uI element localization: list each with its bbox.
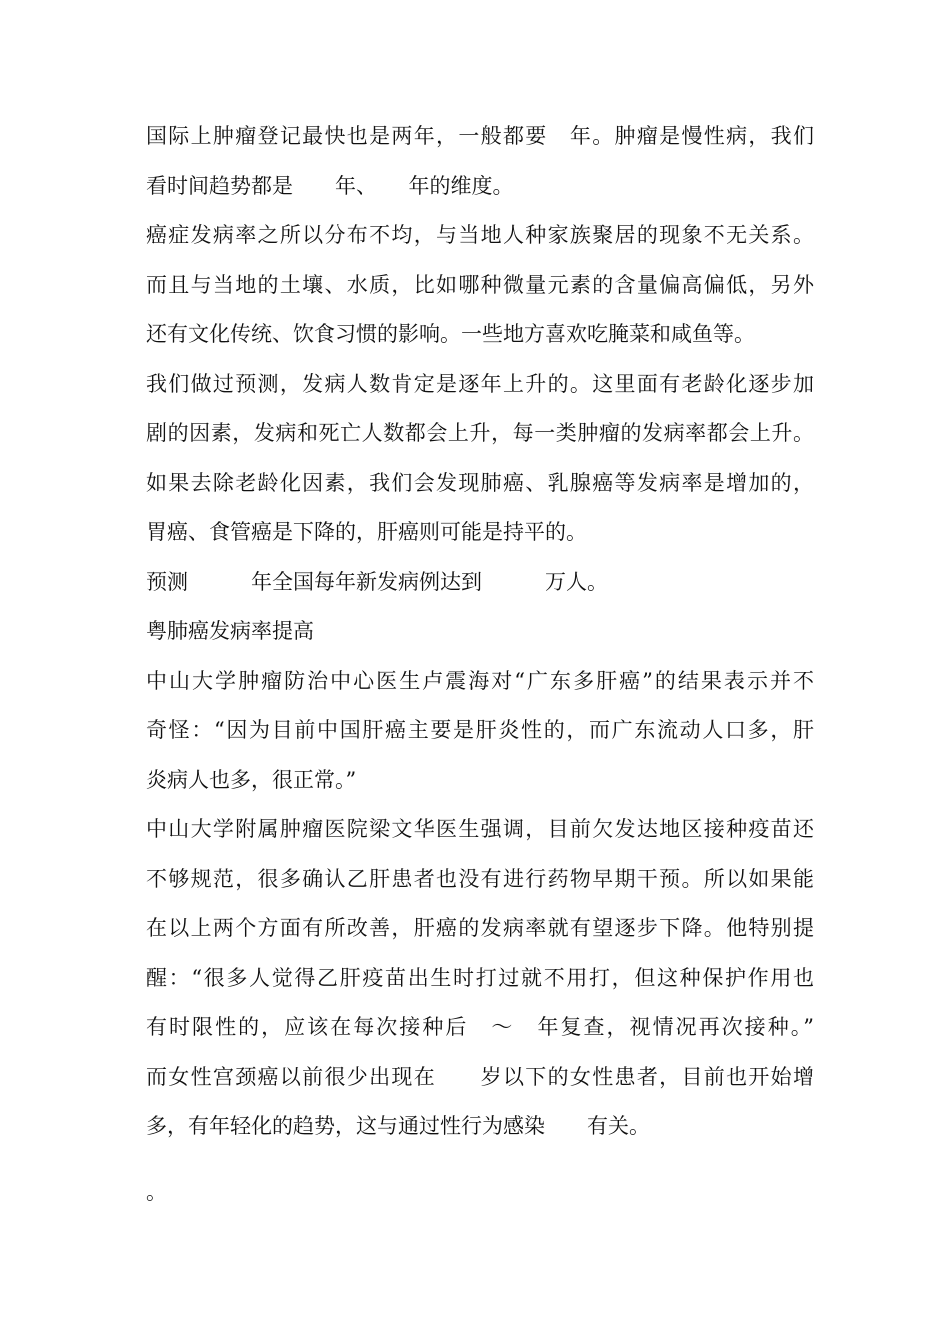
text-line: 中山大学肿瘤防治中心医生卢震海对“广东多肝癌”的结果表示并不 bbox=[146, 668, 814, 693]
section-heading: 粤肺癌发病率提高 bbox=[146, 619, 314, 643]
text-line: 预测 年全国每年新发病例达到 万人。 bbox=[146, 569, 608, 594]
text-line: 中山大学附属肿瘤医院梁文华医生强调，目前欠发达地区接种疫苗还 bbox=[146, 817, 814, 841]
text-line: 胃癌、食管癌是下降的，肝癌则可能是持平的。 bbox=[146, 520, 587, 544]
text-line: 奇怪：“因为目前中国肝癌主要是肝炎性的，而广东流动人口多，肝 bbox=[146, 718, 814, 742]
trailing-mark: 。 bbox=[146, 1179, 167, 1204]
paragraph-gap bbox=[146, 1152, 814, 1168]
text-line: 剧的因素，发病和死亡人数都会上升，每一类肿瘤的发病率都会上升。 bbox=[146, 421, 814, 445]
text-line: 还有文化传统、饮食习惯的影响。一些地方喜欢吃腌菜和咸鱼等。 bbox=[146, 322, 755, 346]
text-line: 而且与当地的土壤、水质，比如哪种微量元素的含量偏高偏低，另外 bbox=[146, 272, 814, 297]
text-line: 不够规范，很多确认乙肝患者也没有进行药物早期干预。所以如果能 bbox=[146, 866, 814, 891]
document-body bbox=[146, 112, 814, 1217]
text-line: 有时限性的，应该在每次接种后 ～ 年复查，视情况再次接种。” bbox=[146, 1015, 814, 1039]
text-line: 炎病人也多，很正常。” bbox=[146, 767, 357, 792]
text-line: 看时间趋势都是 年、 年的维度。 bbox=[146, 173, 514, 198]
text-line: 如果去除老龄化因素，我们会发现肺癌、乳腺癌等发病率是增加的， bbox=[146, 470, 814, 495]
text-line: 在以上两个方面有所改善，肝癌的发病率就有望逐步下降。他特别提 bbox=[146, 916, 814, 940]
text-line: 多，有年轻化的趋势，这与通过性行为感染 有关。 bbox=[146, 1114, 650, 1138]
text-line: 我们做过预测，发病人数肯定是逐年上升的。这里面有老龄化逐步加 bbox=[146, 371, 814, 396]
text-line: 醒：“很多人觉得乙肝疫苗出生时打过就不用打，但这种保护作用也 bbox=[146, 965, 814, 990]
text-line: 癌症发病率之所以分布不均，与当地人种家族聚居的现象不无关系。 bbox=[146, 223, 814, 247]
text-line: 国际上肿瘤登记最快也是两年，一般都要 年。肿瘤是慢性病，我们 bbox=[146, 124, 814, 148]
text-line: 而女性宫颈癌以前很少出现在 岁以下的女性患者，目前也开始增 bbox=[146, 1064, 814, 1089]
